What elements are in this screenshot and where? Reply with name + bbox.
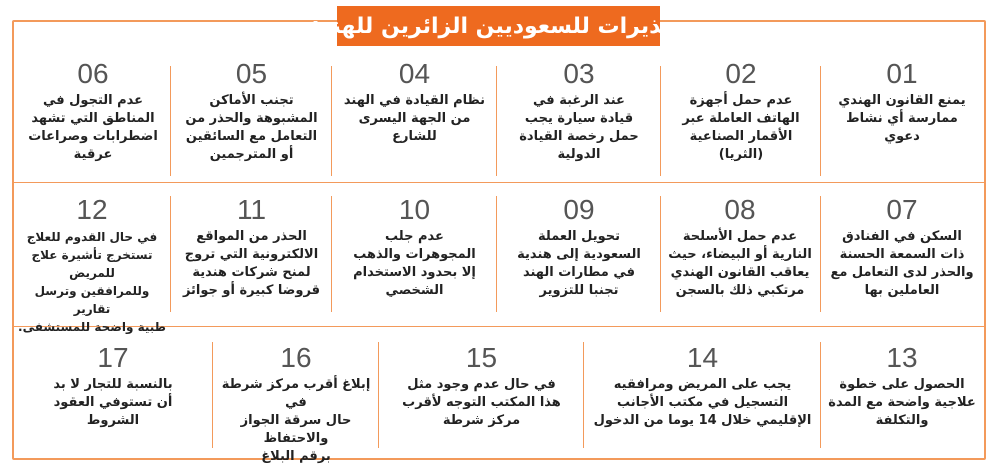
item-number: 10: [398, 194, 431, 225]
separator: [820, 196, 821, 312]
item-text: عدم حمل أجهزة الهاتف العاملة عبر الأقمار الصناعية (الثريا): [682, 93, 800, 162]
warning-item-08: [662, 194, 818, 300]
item-number: 16: [280, 342, 312, 373]
item-number: 07: [886, 194, 918, 225]
item-text: تحويل العملة السعودية إلى هندية في مطارات الهند تجنبا للتزوير: [517, 229, 641, 298]
warning-item-15: [382, 342, 581, 430]
warning-item-04: [335, 58, 494, 146]
separator: [331, 196, 332, 312]
separator: [583, 342, 584, 448]
warning-item-09: [500, 194, 658, 300]
item-number: 12: [76, 194, 108, 225]
separator: [820, 66, 821, 176]
item-number: 03: [563, 58, 595, 89]
item-number: 14: [686, 342, 719, 373]
item-number: 08: [724, 194, 756, 225]
warning-item-06: [18, 58, 168, 164]
separator: [331, 66, 332, 176]
separator: [496, 66, 497, 176]
item-text: تجنب الأماكن المشبوهة والحذر من التعامل مع السائقين أو المترجمين: [185, 93, 318, 162]
item-text: يجب على المريض ومرافقيه التسجيل في مكتب الأجانب الإقليمي خلال 14 يوما من الدخول: [593, 377, 812, 428]
item-text: يمنع القانون الهندي ممارسة أي نشاط دعوي: [838, 93, 966, 144]
warning-item-01: [826, 58, 978, 146]
item-number: 09: [563, 194, 595, 225]
separator: [212, 342, 213, 448]
item-number: 06: [77, 58, 109, 89]
item-number: 11: [236, 194, 267, 225]
item-text: في حال القدوم للعلاج تستخرج تأشيرة علاج للمريض وللمرافقين وترسل تقارير طبية واضحة للمستشفى.: [18, 230, 166, 334]
separator: [496, 196, 497, 312]
warning-item-03: [500, 58, 658, 164]
item-text: عند الرغبة في قيادة سيارة يجب حمل رخصة القيادة الدولية: [519, 93, 639, 162]
item-text: عدم حمل الأسلحة النارية أو البيضاء، حيث يعاقب القانون الهندي مرتكبي ذلك بالسجن: [668, 229, 812, 298]
warning-item-16: [216, 342, 376, 466]
warning-item-02: [664, 58, 818, 164]
item-text: السكن في الفنادق ذات السمعة الحسنة والحذر لدى التعامل مع العاملين بها: [830, 229, 974, 298]
warning-item-14: [587, 342, 818, 430]
item-text: بالنسبة للتجار لا بد أن تستوفي العقود الشروط: [53, 377, 173, 428]
item-number: 15: [465, 342, 498, 373]
separator: [660, 196, 661, 312]
warning-item-12: [16, 194, 168, 336]
page-title: تحذيرات للسعوديين الزائرين للهند:: [337, 6, 660, 46]
item-number: 05: [235, 58, 268, 89]
separator: [378, 342, 379, 448]
separator: [660, 66, 661, 176]
item-text: نظام القيادة في الهند من الجهة اليسرى للشارع: [343, 93, 486, 144]
separator: [820, 342, 821, 448]
item-text: عدم جلب المجوهرات والذهب إلا بحدود الاستخدام الشخصي: [353, 229, 476, 298]
item-text: الحذر من المواقع الالكترونية التي تروج لمنح شركات هندية قروضا كبيرة أو جوائز: [182, 229, 321, 298]
item-text: الحصول على خطوة علاجية واضحة مع المدة والتكلفة: [828, 377, 976, 428]
item-number: 04: [398, 58, 431, 89]
separator: [12, 182, 986, 183]
item-number: 02: [725, 58, 757, 89]
warning-item-05: [174, 58, 329, 164]
separator: [170, 196, 171, 312]
separator: [170, 66, 171, 176]
item-text: في حال عدم وجود مثل هذا المكتب التوجه لأقرب مركز شرطة: [402, 377, 561, 428]
warning-item-10: [335, 194, 494, 300]
item-number: 13: [886, 342, 918, 373]
warning-item-13: [824, 342, 980, 430]
item-number: 01: [886, 58, 918, 89]
warning-item-11: [174, 194, 329, 300]
item-text: عدم التجول في المناطق التي تشهد اضطرابات وصراعات عرقية: [28, 93, 158, 162]
item-number: 17: [97, 342, 129, 373]
warning-item-07: [824, 194, 980, 300]
warning-item-17: [18, 342, 208, 430]
item-text: إبلاغ أقرب مركز شرطة في حال سرقة الجواز والاحتفاظ برقم البلاغ: [221, 377, 371, 464]
